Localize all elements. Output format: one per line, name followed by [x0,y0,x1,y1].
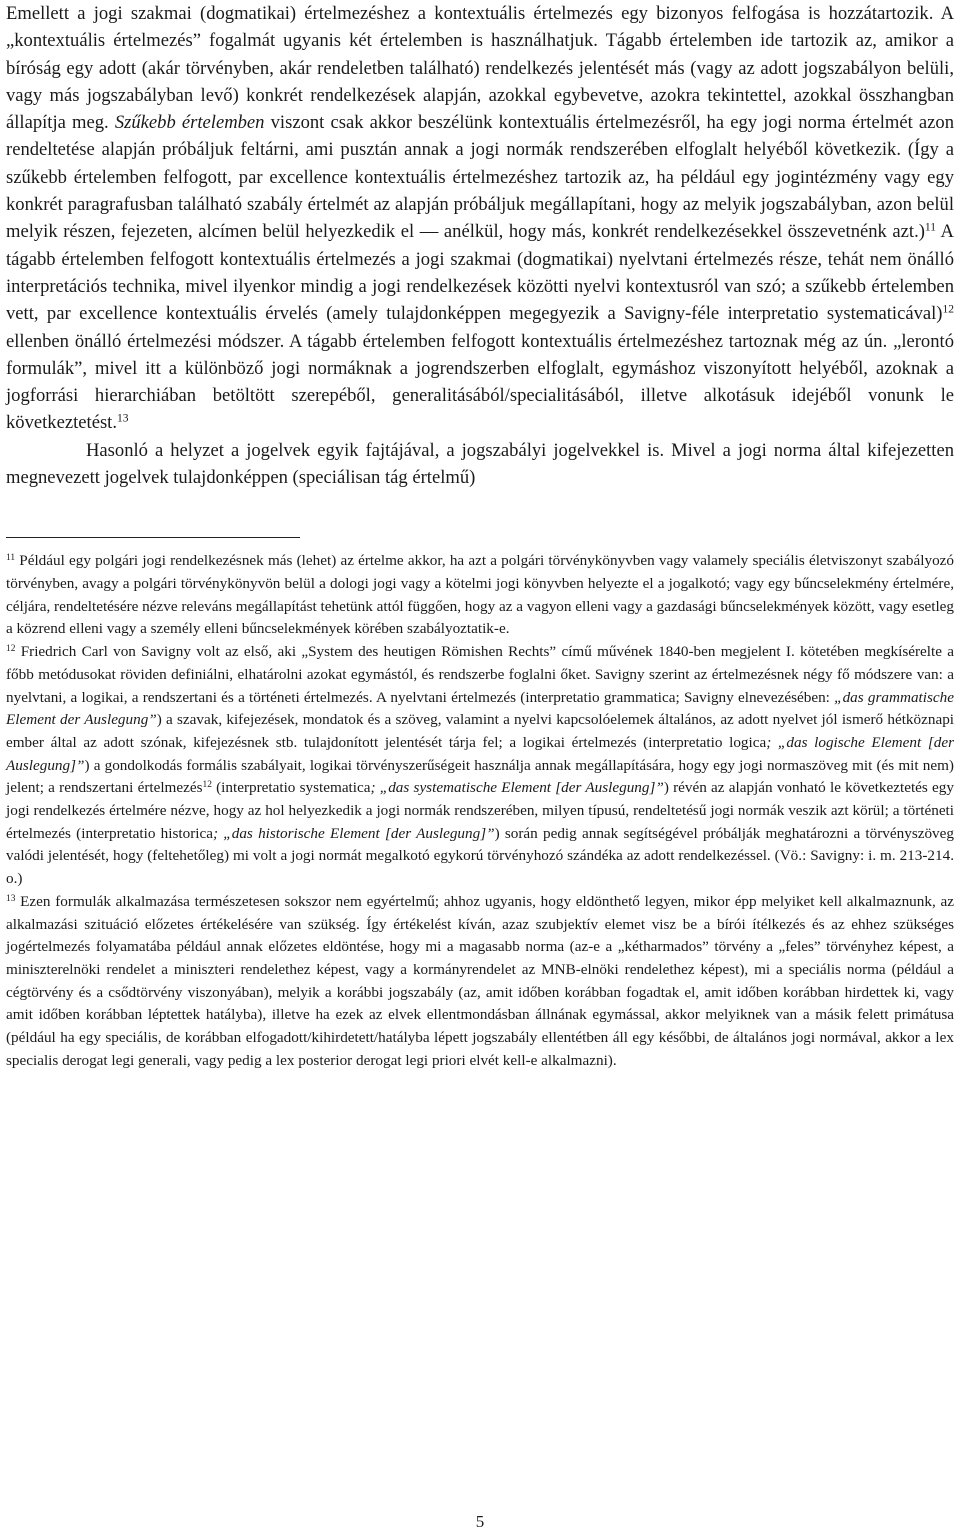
paragraph-text: A tágabb értelemben felfogott kontextuális értelmezés a jogi szakmai (dogmatikai) nyelvtani értelmezés része, tehát nem önálló interpretációs technika, mivel ilyenkor mindig a jogi rendelkezések közötti nyelvi kontextusról van szó; a szűkebb értelemben vett, par excellence kontextuális érvelés (amely tulajdonképpen megegyezik a Savigny-féle interpretatio systematicával) [6,221,954,325]
footnote-ref[interactable]: 12 [202,780,212,791]
document-page [6,0,954,1073]
footnote-text: Ezen formulák alkalmazása természetesen sokszor nem egyértelmű; ahhoz ugyanis, hogy eldönthető legyen, mikor épp melyiket kell alkalmaznunk, az alkalmazási szituáció előzetes értékelésére van szükség. Így értékelést kíván, azaz szubjektív elemet visz be a bírói ítélkezés és az ehhez szükséges jogértelmezés folyamatába például annak előzetes eldöntése, hogy mi a magasabb norma (az-e a „kétharmados” törvény a „feles” törvényhez képest, a miniszterelnöki rendelet a miniszteri rendelethez képest, vagy a kormányrendelet az MNB-elnöki rendelethez képest), mi a speciális norma (például a cégtörvény és a csődtörvény viszonyában), melyik a korábbi jogszabály (az, amit időben korábban fogadtak el, amit időben korábban hirdettek ki, vagy amit időben korábban léptettek hatályba), illetve ha ezek az elvek ellentmondásban állnának egymással, akkor melyiknek van a másik felett primátusa (például ha egy speciális, de korábban elfogadott/kihirdetett/hatályba lépett jogszabály ellentétben áll egy későbbi, de általános jogi normával, akkor a lex specialis derogat legi generali, vagy pedig a lex posterior derogat legi priori elvét kell-e alkalmazni). [6,892,954,1069]
body-paragraph-context [6,0,954,437]
footnote-text: ) a gondolkodás formális szabályait, logikai törvényszerűségeit használja annak megállapítására, hogy egy jogi normaszöveg mit (és mit nem) jelent; a rendszertani értelmezés [6,756,954,797]
footnote-number: 13 [6,893,16,904]
paragraph-text: Emellett a jogi szakmai (dogmatikai) értelmezéshez a kontextuális értelmezés egy bizonyos felfogása is hozzátartozik. A „kontextuális értelmezés” fogalmát ugyanis két értelemben is használhatjuk. Tágabb értelemben ide tartozik az, amikor a bíróság egy adott (akár törvényben, akár rendeletben található) rendelkezés jelentését más (vagy az adott jogszabályon belüli, vagy más jogszabályban levő) konkrét rendelkezések alapján, azokkal egybevetve, azokra tekintettel, azokkal összhangban állapítja meg. [6,3,954,134]
footnotes-section [6,550,954,1072]
body-paragraph-jogelvek: Hasonló a helyzet a jogelvek egyik fajtájával, a jogszabályi jogelvekkel is. Mivel a jogi norma által kifejezetten megnevezett jogelvek tulajdonképpen (speciálisan tág értelmű) [6,439,954,489]
footnote-ref[interactable]: 13 [117,413,129,426]
page-number: 5 [475,1512,485,1531]
italic-quote: ; „das systematische Element [der Auslegung]” [370,779,664,797]
footnote-12 [6,641,954,891]
footnote-text: Friedrich Carl von Savigny volt az első, aki „System des heutigen Römishen Rechts” című művének 1840-ben megjelent I. kötetében megkísérelte a főbb metódusokat röviden definiálni, elhatárolni azokat egymástól, és rendszerbe foglalni őket. Savigny szerint az értelmezésnek négy fő módszere van: a nyelvtani, a logikai, a rendszertani és a történeti értelmezés. A nyelvtani értelmezés (interpretatio grammatica; Savigny elnevezésében: [6,643,954,706]
footnote-text: (interpretatio systematica [211,779,371,797]
footnote-number: 11 [6,553,16,564]
footnote-13 [6,891,954,1073]
footnote-text: ) során pedig annak segítségével próbálják meghatározni a törvényszöveg valódi jelentését, hogy (feltehetőleg) mi volt a jogi normát megalkotó egykorú törvényhozó szándéka az adott rendelkezéssel. (Vö.: Savigny: i. m. 213-214. o.) [6,824,954,888]
footnote-text: ) a szavak, kifejezések, mondatok és a szöveg, valamint a nyelvi kapcsolóelemek általános, az adott nyelvet jól ismerő hétköznapi ember által az adott szónak, kifejezésnek stb. tulajdonított jelentését tárja fel; a logikai értelmezés (interpretatio logica [6,711,955,751]
footnote-ref[interactable]: 12 [942,303,954,316]
paragraph-text: ellenben önálló értelmezési módszer. A tágabb értelemben felfogott kontextuális értelmezéshez tartoznak még az ún. „lerontó formulák”, mivel itt a különböző jogi normáknak a jogrendszerben elfoglalt, egymáshoz viszonyított helyéből, azoknak a jogforrási hierarchiában betöltött szerepéből, generalitásából/specialitásából, illetve alkotásuk idejéből vonunk le következtetést. [6,330,954,434]
footnote-separator [6,537,300,538]
italic-quote: ; „das historische Element [der Auslegung]” [212,824,495,842]
footnote-text: Például egy polgári jogi rendelkezésnek más (lehet) az értelme akkor, ha azt a polgári törvénykönyvben vagy valamely speciális életviszonyt szabályozó törvényben, avagy a polgári törvénykönyvön belül a dologi jogi vagy a kötelmi jogi könyvben helyezte el a jogalkotó; vagy egy bűncselekmény értelmére, céljára, rendeltetésére nézve releváns megállapítást tehetünk attól függően, hogy az a vagyon elleni vagy a gazdasági bűncselekmények között, vagy esetleg a közrend elleni vagy a személy elleni bűncselekmények körében szabályoztatik-e. [6,552,954,638]
footnote-11 [6,550,954,641]
italic-quote: „das grammatische Element der Auslegung” [6,688,954,729]
footnote-ref[interactable]: 11 [924,222,937,235]
paragraph-text: viszont csak akkor beszélünk kontextuális értelmezésről, ha egy jogi norma értelmét azon rendeltetése alapján próbáljuk feltárni, ami pusztán annak a jogi normák rendszerében elfoglalt helyéből következik. (Így a szűkebb értelemben felfogott, par excellence kontextuális értelmezéshez tartozik az, ha például egy jogintézmény vagy egy konkrét paragrafusban található szabály értelmét az alapján próbáljuk megállapítani, hogy az melyik jogszabályban, azon belül melyik részen, fejezeten, alcímen belül helyezkedik el — anélkül, hogy más, konkrét rendelkezésekkel összevetnénk azt.) [6,112,954,243]
italic-term: Szűkebb értelemben [114,112,265,134]
italic-quote: ; „das logische Element [der Auslegung]” [6,733,954,774]
footnote-number: 12 [6,643,16,654]
footnote-text: ) révén az alapján vonható le következtetés egy jogi rendelkezés értelmére nézve, hogy az hol helyezkedik a jogi normák rendszerében, milyen típusú, rendeltetésű jogi normák veszik azt körül; a történeti értelmezés (interpretatio historica [6,779,954,842]
